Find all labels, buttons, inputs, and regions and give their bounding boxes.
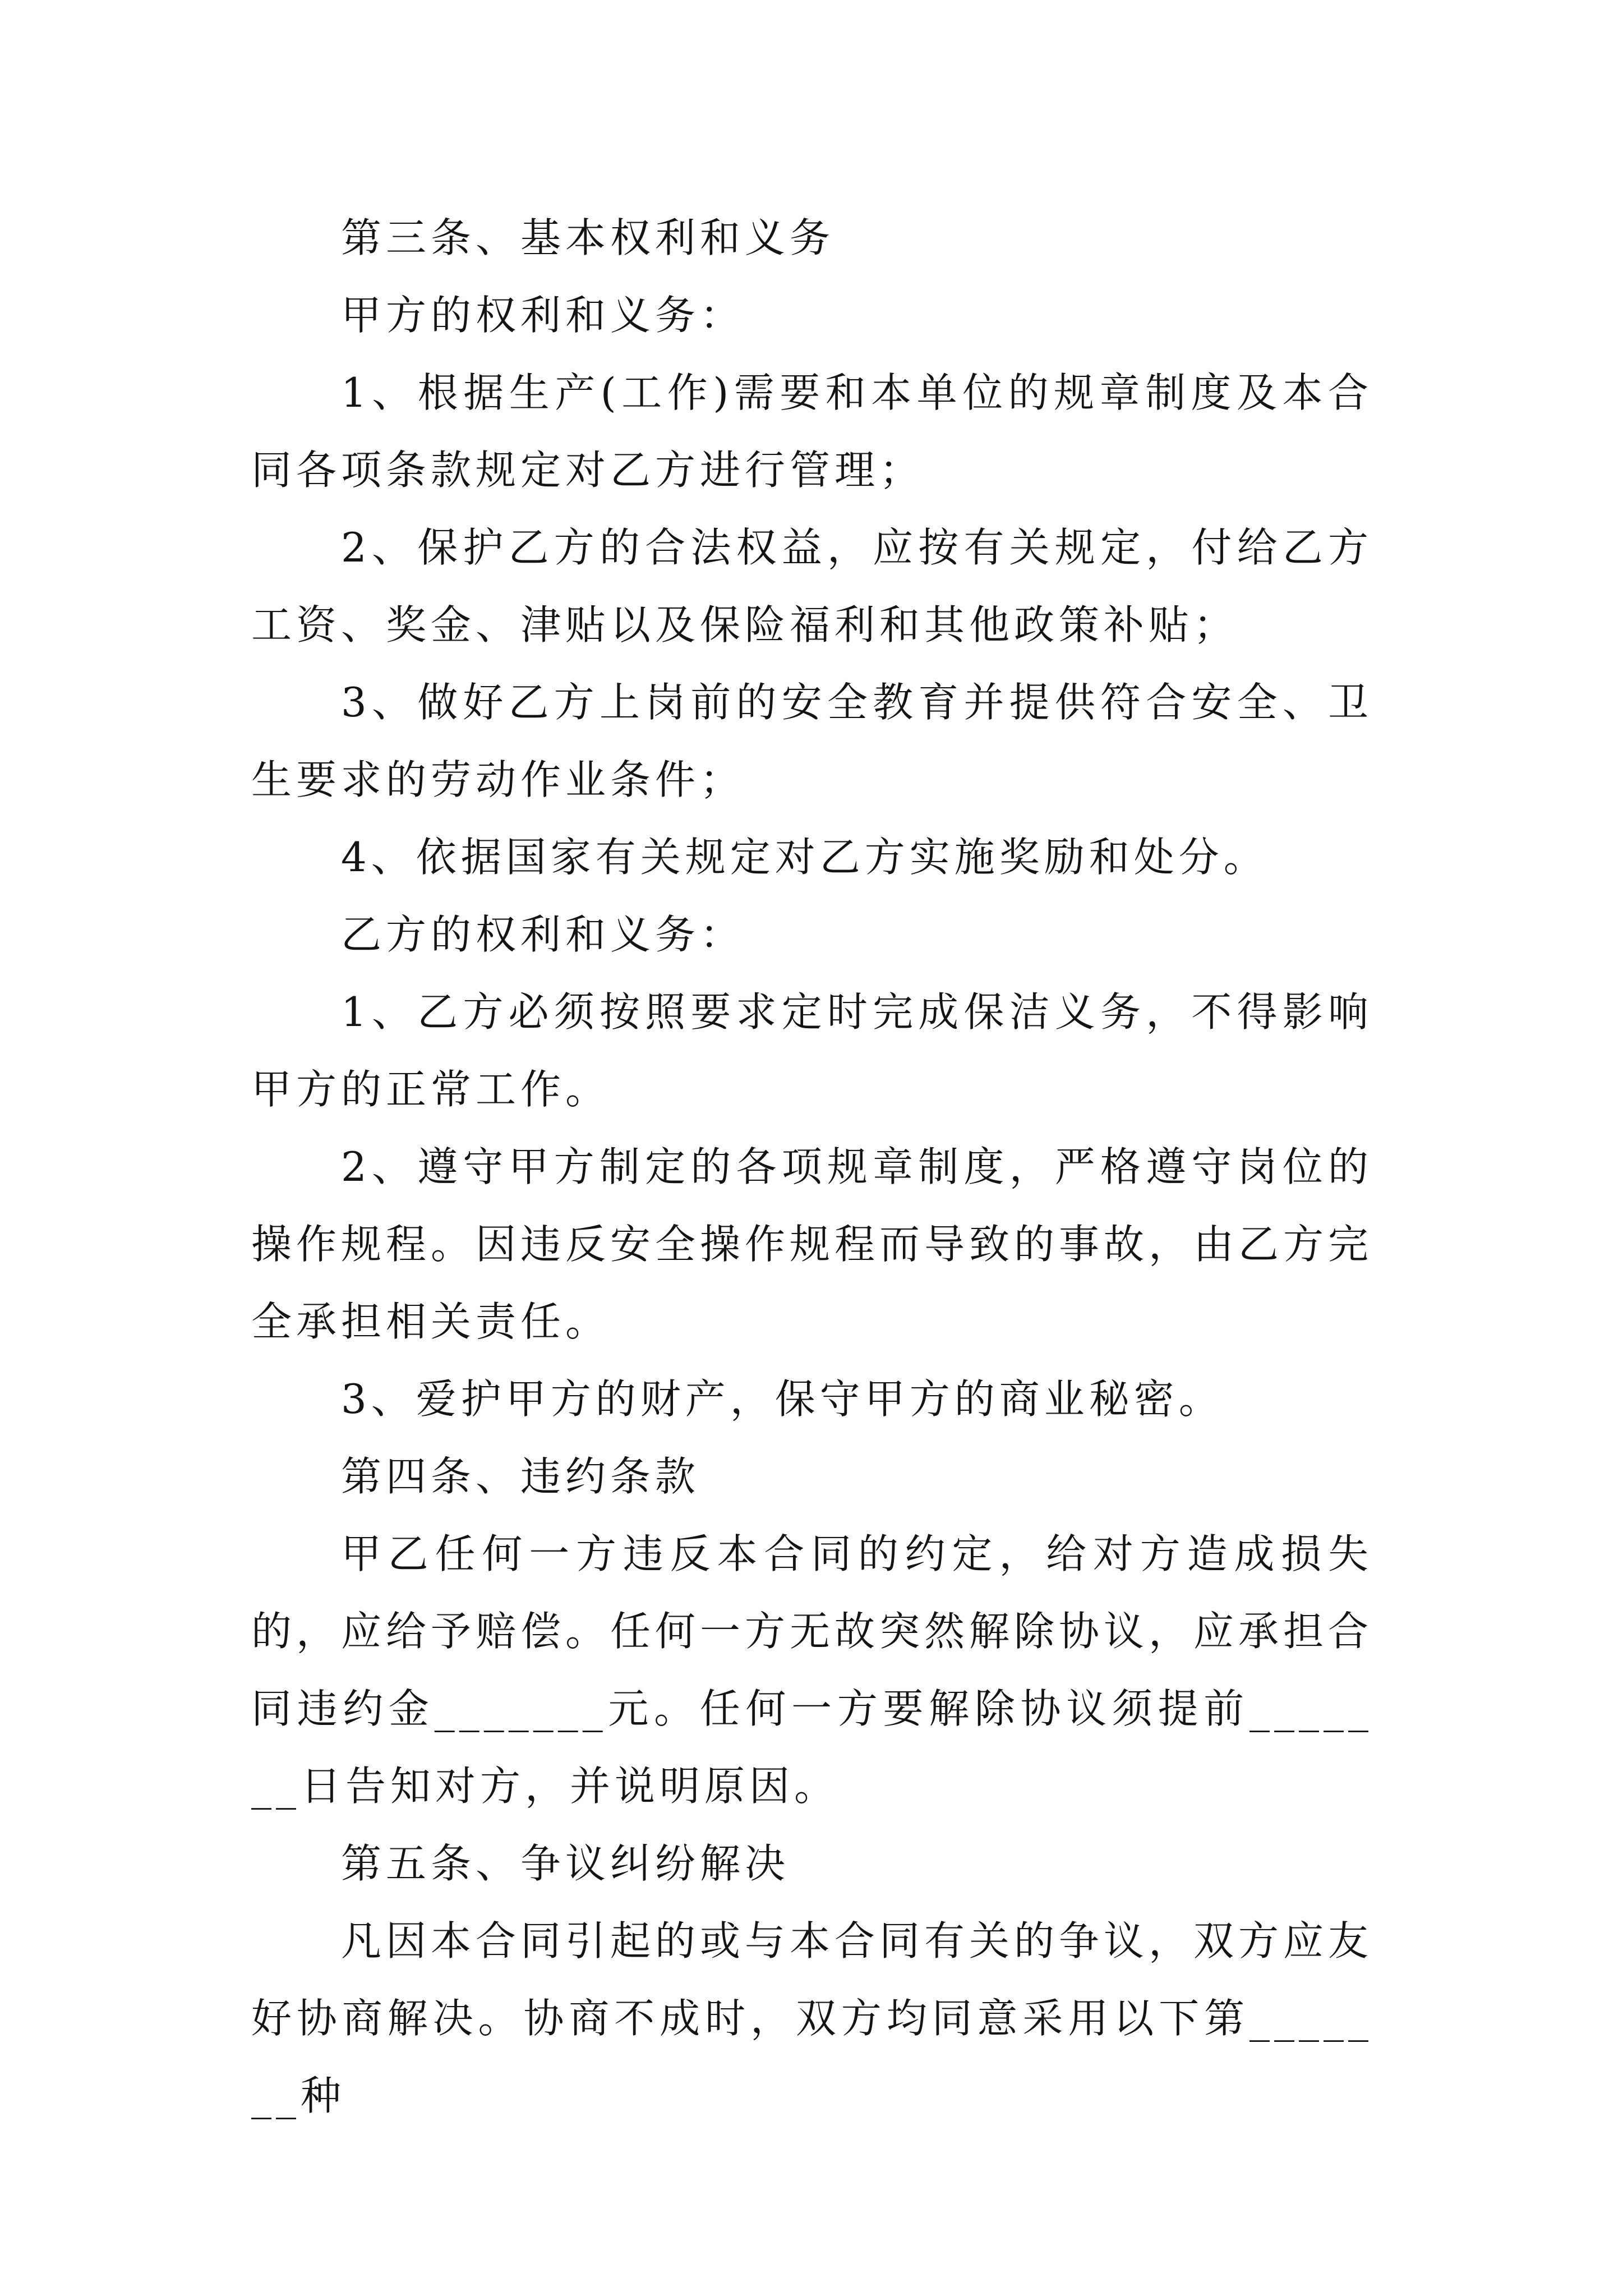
article-4-heading: 第四条、违约条款: [341, 1453, 700, 1500]
party-b-rights-heading: 乙方的权利和义务：: [341, 911, 745, 958]
document-body: [251, 199, 1373, 2134]
party-a-clause-2: 2、保护乙方的合法权益，应按有关规定，付给乙方工资、奖金、津贴以及保险福利和其他政策补贴；: [251, 524, 1373, 648]
party-b-clause-1: 1、乙方必须按照要求定时完成保洁义务，不得影响甲方的正常工作。: [251, 988, 1373, 1113]
party-a-clause-1: 1、根据生产(工作)需要和本单位的规章制度及本合同各项条款规定对乙方进行管理；: [251, 369, 1373, 494]
party-a-clause-3: 3、做好乙方上岗前的安全教育并提供符合安全、卫生要求的劳动作业条件；: [251, 679, 1373, 803]
party-a-clause-4: 4、依据国家有关规定对乙方实施奖励和处分。: [341, 834, 1269, 881]
article-5-text: 凡因本合同引起的或与本合同有关的争议，双方应友好协商解决。协商不成时，双方均同意采用以下第_______种: [251, 1917, 1373, 2119]
party-b-clause-3: 3、爱护甲方的财产，保守甲方的商业秘密。: [341, 1375, 1224, 1423]
article-4-text: 甲乙任何一方违反本合同的约定，给对方造成损失的，应给予赔偿。任何一方无故突然解除协议，应承担合同违约金_______元。任何一方要解除协议须提前_______日告知对方，并说明原因。: [251, 1530, 1373, 1810]
article-5-heading: 第五条、争议纠纷解决: [341, 1840, 790, 1887]
party-a-rights-heading: 甲方的权利和义务：: [341, 292, 745, 339]
article-3-heading: 第三条、基本权利和义务: [341, 214, 835, 261]
party-b-clause-2: 2、遵守甲方制定的各项规章制度，严格遵守岗位的操作规程。因违反安全操作规程而导致的事故，由乙方完全承担相关责任。: [251, 1143, 1373, 1345]
